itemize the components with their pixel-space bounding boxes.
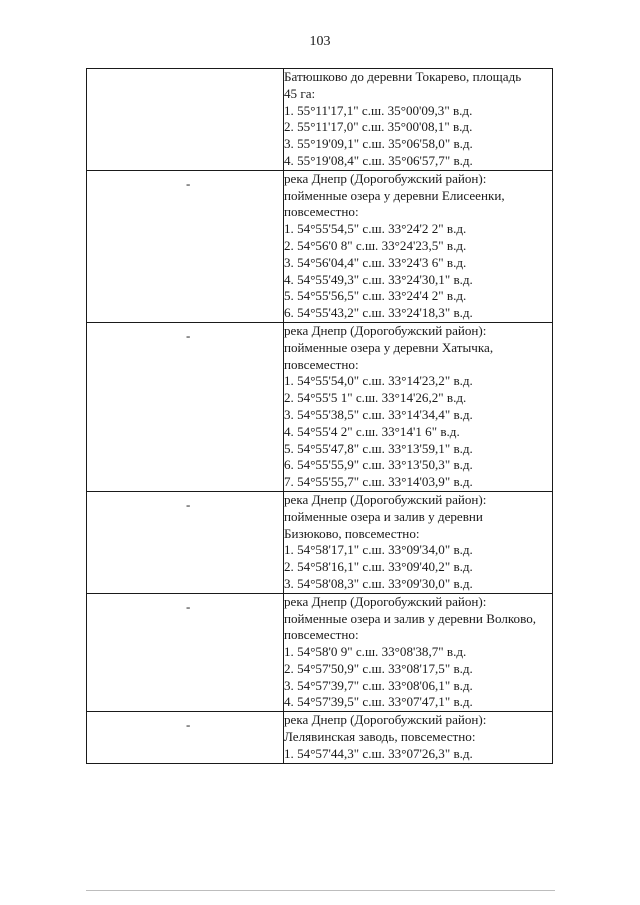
description-line: пойменные озера и залив у деревни [284, 508, 483, 524]
coordinate-line: 4. 55°19'08,4" с.ш. 35°06'57,7" в.д. [284, 152, 473, 168]
location-description-cell [284, 491, 553, 593]
description-line: река Днепр (Дорогобужский район): [284, 322, 487, 338]
location-description-cell [284, 712, 553, 763]
coordinate-line: 1. 54°58'17,1" с.ш. 33°09'34,0" в.д. [284, 542, 473, 558]
row-marker-cell [87, 491, 284, 593]
row-marker: - [186, 496, 191, 512]
row-marker-cell [87, 69, 284, 171]
page-number: 103 [309, 34, 331, 49]
table-row [87, 712, 553, 763]
description-line: Лелявинская заводь, повсеместно: [284, 729, 476, 745]
coordinate-line: 2. 54°55'5 1" с.ш. 33°14'26,2" в.д. [284, 390, 467, 406]
location-description-cell [284, 593, 553, 712]
row-marker: - [186, 717, 191, 733]
coordinate-line: 1. 54°55'54,5" с.ш. 33°24'2 2" в.д. [284, 221, 467, 237]
table-row [87, 322, 553, 491]
coordinate-line: 1. 55°11'17,1" с.ш. 35°00'09,3" в.д. [284, 102, 473, 118]
coordinate-line: 4. 54°55'4 2" с.ш. 33°14'1 6" в.д. [284, 423, 460, 439]
row-marker: - [186, 175, 191, 191]
coordinate-line: 2. 54°57'50,9" с.ш. 33°08'17,5" в.д. [284, 660, 473, 676]
coordinate-line: 3. 54°58'08,3" с.ш. 33°09'30,0" в.д. [284, 575, 473, 591]
description-line: повсеместно: [284, 204, 359, 220]
coordinate-line: 3. 54°55'38,5" с.ш. 33°14'34,4" в.д. [284, 406, 473, 422]
description-line: река Днепр (Дорогобужский район): [284, 170, 487, 186]
coordinate-line: 3. 55°19'09,1" с.ш. 35°06'58,0" в.д. [284, 136, 473, 152]
row-marker: - [186, 598, 191, 614]
coordinate-line: 4. 54°55'49,3" с.ш. 33°24'30,1" в.д. [284, 271, 473, 287]
description-line: река Днепр (Дорогобужский район): [284, 491, 487, 507]
description-line: Бизюково, повсеместно: [284, 525, 420, 541]
description-line: 45 га: [284, 85, 316, 101]
row-marker-cell [87, 170, 284, 322]
coordinate-line: 3. 54°56'04,4" с.ш. 33°24'3 6" в.д. [284, 254, 467, 270]
description-line: река Днепр (Дорогобужский район): [284, 712, 487, 728]
table-row [87, 491, 553, 593]
table-row [87, 593, 553, 712]
coordinate-line: 1. 54°58'0 9" с.ш. 33°08'38,7" в.д. [284, 644, 467, 660]
coordinate-line: 5. 54°55'56,5" с.ш. 33°24'4 2" в.д. [284, 288, 467, 304]
table-row [87, 170, 553, 322]
row-marker-cell [87, 712, 284, 763]
coordinate-line: 5. 54°55'47,8" с.ш. 33°13'59,1" в.д. [284, 440, 473, 456]
location-description-cell [284, 69, 553, 171]
description-line: пойменные озера у деревни Хатычка, [284, 339, 494, 355]
coordinate-line: 2. 55°11'17,0" с.ш. 35°00'08,1" в.д. [284, 119, 473, 135]
description-line: река Днепр (Дорогобужский район): [284, 593, 487, 609]
scan-edge-divider [86, 890, 555, 891]
row-marker-cell [87, 322, 284, 491]
locations-table [86, 68, 553, 764]
coordinate-line: 1. 54°57'44,3" с.ш. 33°07'26,3" в.д. [284, 745, 473, 761]
coordinate-line: 1. 54°55'54,0" с.ш. 33°14'23,2" в.д. [284, 373, 473, 389]
description-line: пойменные озера у деревни Елисеенки, [284, 187, 505, 203]
location-description-cell [284, 322, 553, 491]
description-line: повсеместно: [284, 356, 359, 372]
location-description-cell [284, 170, 553, 322]
description-line: повсеместно: [284, 627, 359, 643]
coordinate-line: 4. 54°57'39,5" с.ш. 33°07'47,1" в.д. [284, 694, 473, 710]
table-row [87, 69, 553, 171]
description-line: пойменные озера и залив у деревни Волково, [284, 610, 537, 626]
description-line: Батюшково до деревни Токарево, площадь [284, 69, 522, 84]
coordinate-line: 2. 54°58'16,1" с.ш. 33°09'40,2" в.д. [284, 559, 473, 575]
coordinate-line: 7. 54°55'55,7" с.ш. 33°14'03,9" в.д. [284, 474, 473, 490]
row-marker-cell [87, 593, 284, 712]
coordinate-line: 3. 54°57'39,7" с.ш. 33°08'06,1" в.д. [284, 677, 473, 693]
table-body [87, 69, 553, 764]
row-marker: - [186, 327, 191, 343]
coordinate-line: 6. 54°55'55,9" с.ш. 33°13'50,3" в.д. [284, 457, 473, 473]
coordinate-line: 6. 54°55'43,2" с.ш. 33°24'18,3" в.д. [284, 305, 473, 321]
coordinate-line: 2. 54°56'0 8" с.ш. 33°24'23,5" в.д. [284, 237, 467, 253]
